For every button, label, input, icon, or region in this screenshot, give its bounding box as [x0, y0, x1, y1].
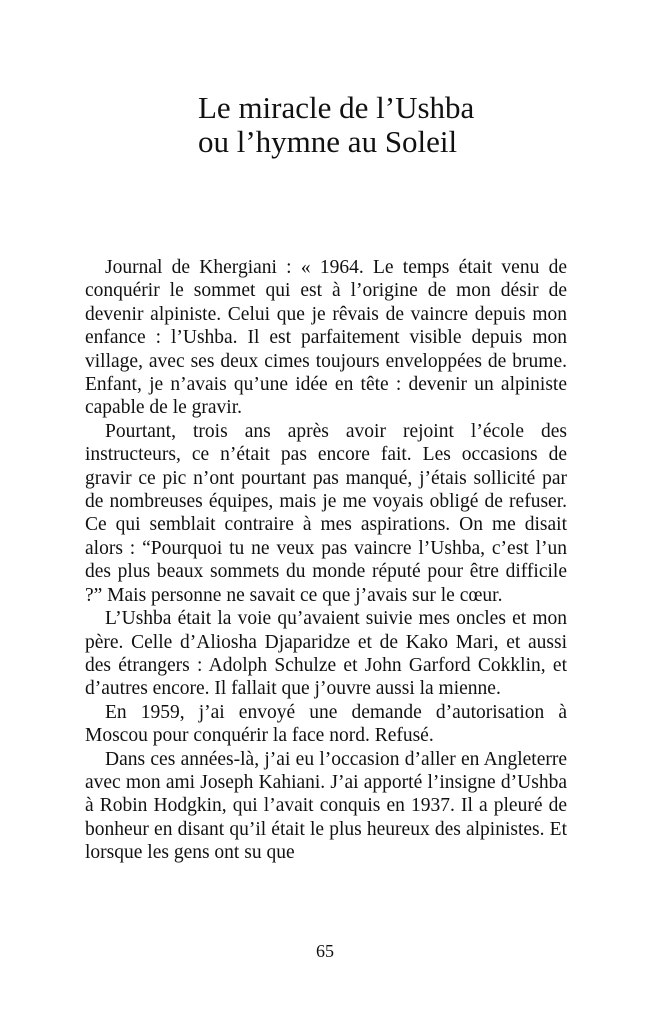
- paragraph: L’Ushba était la voie qu’avaient suivie mes oncles et mon père. Celle d’Aliosha Djaparidze et de Kako Mari, et aussi des étrangers : Adolph Schulze et John Garford Cokklin, et d’autres encore. Il fallait que j’ouvre aussi la mienne.: [85, 608, 567, 700]
- body-text: [85, 256, 567, 865]
- chapter-title-line-1: Le miracle de l’Ushba: [198, 90, 475, 125]
- paragraph: En 1959, j’ai envoyé une demande d’autorisation à Moscou pour conquérir la face nord. Refusé.: [85, 701, 567, 747]
- page-number: 65: [316, 941, 334, 961]
- paragraph: Pourtant, trois ans après avoir rejoint l’école des instructeurs, ce n’était pas encore fait. Les occasions de gravir ce pic n’ont pourtant pas manqué, j’étais sollicité par de nombreuses équipes, mais je me voyais obligé de refuser. Ce qui semblait contraire à mes aspirations. On me disait alors : “Pourquoi tu ne veux pas vaincre l’Ushba, c’est l’un des plus beaux sommets du monde réputé pour être difficile ?” Mais personne ne savait ce que j’avais sur le cœur.: [85, 420, 567, 606]
- paragraph: Dans ces années-là, j’ai eu l’occasion d’aller en Angleterre avec mon ami Joseph Kahiani. J’ai apporté l’insigne d’Ushba à Robin Hodgkin, qui l’avait conquis en 1937. Il a pleuré de bonheur en disant qu’il était le plus heureux des alpinistes. Et lorsque les gens ont su que: [85, 748, 567, 864]
- chapter-title-line-2: ou l’hymne au Soleil: [198, 124, 458, 159]
- chapter-title: [198, 91, 618, 159]
- paragraph: Journal de Khergiani : « 1964. Le temps était venu de conquérir le sommet qui est à l’origine de mon désir de devenir alpiniste. Celui que je rêvais de vaincre depuis mon enfance : l’Ushba. Il est parfaitement visible depuis mon village, avec ses deux cimes toujours enveloppées de brume. Enfant, je n’avais qu’une idée en tête : devenir un alpiniste capable de le gravir.: [85, 257, 567, 419]
